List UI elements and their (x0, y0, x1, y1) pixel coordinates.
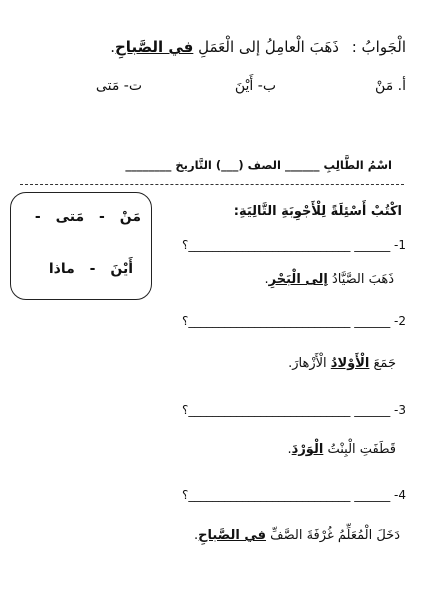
word-man: مَنْ (119, 209, 141, 225)
question-line-3[interactable]: 3- ______ ___________________________؟ (182, 403, 406, 417)
question-words-box (10, 192, 152, 300)
word-ayna: أَيْنَ (110, 261, 133, 277)
statement-underlined: في الصَّباحِ (198, 528, 267, 543)
word-box-row-1 (25, 209, 141, 225)
dashed-divider (20, 184, 404, 185)
instruction-heading: اكْتُبْ أَسْئِلَةً لِلْأَجْوِبَةِ التَّالِيَةِ: (233, 204, 402, 219)
statement-text: جَمَعَ (373, 356, 396, 371)
statement-rest: الْأَزْهارَ (292, 356, 327, 371)
statement-end: . (288, 356, 293, 371)
statement-underlined: الْوَرْدَ (291, 442, 324, 457)
statement-1 (265, 272, 394, 287)
word-mata: مَتى (55, 209, 85, 225)
statement-underlined: الْأَوْلادُ (330, 356, 370, 371)
word-madha: ماذا (48, 261, 75, 277)
answer-end-mark: . (110, 38, 115, 56)
answer-line (110, 38, 406, 56)
word-separator: - (34, 209, 41, 225)
statement-text: ذَهَبَ الصَّيَّادُ (331, 272, 394, 287)
word-box-row-2 (39, 261, 133, 277)
question-line-1[interactable]: 1- ______ ___________________________؟ (182, 238, 406, 252)
statement-end: . (193, 528, 199, 543)
statement-text: قَطَفَتِ الْبِنْتُ (327, 442, 396, 457)
statement-text: دَخَلَ الْمُعَلِّمُ غُرْفَةَ الصَّفِّ (270, 528, 400, 543)
question-line-2[interactable]: 2- ______ ___________________________؟ (182, 314, 406, 328)
statement-underlined: إلى الْبَحْرِ (268, 272, 328, 287)
option-a: أ. مَنْ (375, 78, 406, 94)
statement-end: . (264, 272, 269, 287)
word-separator: - (89, 261, 96, 277)
statement-3 (288, 442, 396, 457)
question-line-4[interactable]: 4- ______ ___________________________؟ (182, 488, 406, 502)
option-c: ت- مَتى (95, 78, 142, 94)
answer-label: الْجَوابُ : (351, 38, 406, 56)
statement-2 (288, 356, 396, 371)
answer-underlined-phrase: في الصَّباحِ (115, 38, 194, 56)
statement-end: . (287, 442, 292, 457)
student-info-line: اسْمُ الطَّالِبِ ______ الصف (___) التَّاريخ ________ (125, 158, 392, 172)
option-b: ب- أَيْنَ (234, 78, 276, 94)
answer-sentence: ذَهَبَ الْعامِلُ إلى الْعَمَلِ (198, 38, 339, 56)
word-separator: - (99, 209, 105, 225)
statement-4 (194, 528, 400, 543)
